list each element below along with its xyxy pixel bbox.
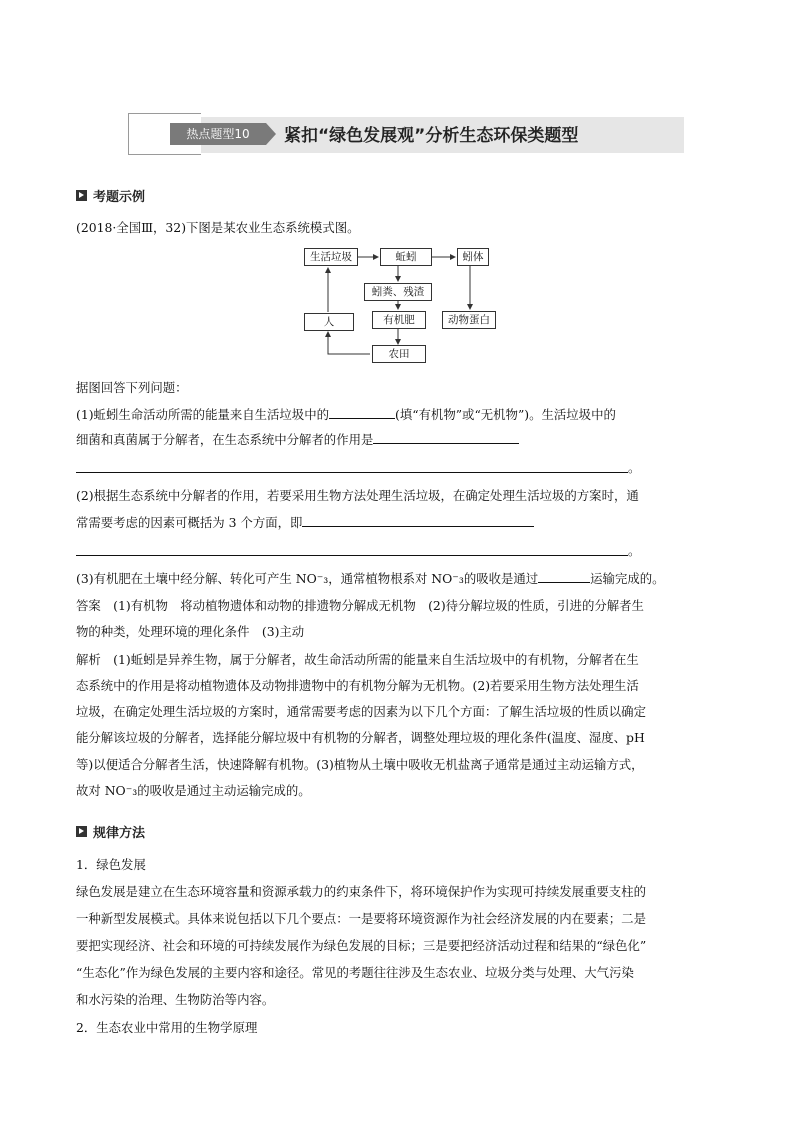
page-title: 紧扣“绿色发展观”分析生态环保类题型 [284,126,579,146]
q1-text-a: (1)蚯蚓生命活动所需的能量来自生活垃圾中的 [76,407,329,422]
analysis-line-6: 故对 NO⁻₃的吸收是通过主动运输完成的。 [76,783,311,798]
q2-period: 。 [628,543,641,558]
analysis-line-2: 态系统中的作用是将动植物遗体及动物排遗物中的有机物分解为无机物。(2)若要采用生物方法处理生活 [76,678,639,693]
node-fertilizer: 有机肥 [372,311,426,329]
q1-text-c: 细菌和真菌属于分解者，在生态系统中分解者的作用是 [76,432,374,447]
analysis-line-3: 垃圾，在确定处理生活垃圾的方案时，通常需要考虑的因素为以下几个方面：了解生活垃圾的性质以确定 [76,704,646,719]
answer-line-1 [76,597,644,615]
method-heading-2: 2．生态农业中常用的生物学原理 [76,1020,258,1035]
topic-tag: 热点题型10 [170,123,266,145]
play-triangle-icon [76,826,87,837]
analysis-line-1 [76,651,639,669]
q1-answer-blank[interactable] [329,405,395,419]
q3-text-a: (3)有机肥在土壤中经分解、转化可产生 NO⁻₃，通常植物根系对 NO⁻₃的吸收是通过 [76,571,539,586]
play-triangle-icon [76,190,87,201]
answer-label: 答案 [76,598,101,613]
question-1-line-2 [76,430,519,449]
section-heading-methods [76,822,145,841]
node-farmland: 农田 [372,345,426,363]
node-garbage: 生活垃圾 [304,248,358,266]
question-1-line-1 [76,405,616,424]
node-protein: 动物蛋白 [442,311,496,329]
method-heading-1: 1．绿色发展 [76,857,146,872]
method-paragraph-line-2: 一种新型发展模式。具体来说包括以下几个要点：一是要将环境资源作为社会经济发展的内在要素；二是 [76,911,646,926]
q3-answer-blank[interactable] [538,569,590,583]
method-paragraph-line-3: 要把实现经济、社会和环境的可持续发展作为绿色发展的目标；三是要把经济活动过程和结果的“绿色化” [76,938,647,953]
analysis-line-4: 能分解该垃圾的分解者，选择能分解垃圾中有机物的分解者，调整处理垃圾的理化条件(温度、湿度、pH [76,730,645,745]
q2-answer-blank[interactable] [302,513,534,527]
question-2-line-2 [76,513,534,532]
node-earthworm: 蚯蚓 [380,248,432,266]
section-title: 规律方法 [93,826,146,841]
question-3 [76,569,665,588]
question-intro: 据图回答下列问题： [76,380,188,395]
question-2-line-1: (2)根据生态系统中分解者的作用，若要采用生物方法处理生活垃圾，在确定处理生活垃圾的方案时，通 [76,488,639,503]
section-title: 考题示例 [93,190,146,205]
answer-line-2: 物的种类，处理环境的理化条件 (3)主动 [76,624,305,639]
method-paragraph-line-4: “生态化”作为绿色发展的主要内容和途径。常见的考题往往涉及生态农业、垃圾分类与处理、大气污染 [76,965,634,980]
section-heading-examples [76,186,145,205]
node-feces: 蚓粪、残渣 [364,283,432,301]
method-paragraph-line-5: 和水污染的治理、生物防治等内容。 [76,992,275,1007]
node-worm-body: 蚓体 [457,248,489,266]
method-paragraph-line-1: 绿色发展是建立在生态环境容量和资源承载力的约束条件下，将环境保护作为实现可持续发展重要支柱的 [76,884,646,899]
q1-role-blank[interactable] [373,430,519,444]
q2-text-b: 常需要考虑的因素可概括为 3 个方面，即 [76,515,303,530]
q3-text-b: 运输完成的。 [590,571,665,586]
analysis-text-1: (1)蚯蚓是异养生物，属于分解者，故生命活动所需的能量来自生活垃圾中的有机物，分解者在生 [113,652,639,667]
q2-answer-line[interactable] [76,555,628,556]
ecosystem-diagram [300,244,500,368]
answer-text-1: (1)有机物 将动植物遗体和动物的排遗物分解成无机物 (2)待分解垃圾的性质，引进的分解者生 [113,598,644,613]
question-source: (2018·全国Ⅲ，32)下图是某农业生态系统模式图。 [76,220,360,235]
header-banner [128,113,684,153]
node-person: 人 [304,313,354,331]
q1-answer-line[interactable] [76,472,628,473]
tag-arrow-icon [266,123,276,145]
q1-period: 。 [628,460,641,475]
analysis-label: 解析 [76,652,101,667]
analysis-line-5: 等)以便适合分解者生活，快速降解有机物。(3)植物从土壤中吸收无机盐离子通常是通过主动运输方式， [76,757,644,772]
q1-text-b: (填“有机物”或“无机物”)。生活垃圾中的 [394,407,616,422]
